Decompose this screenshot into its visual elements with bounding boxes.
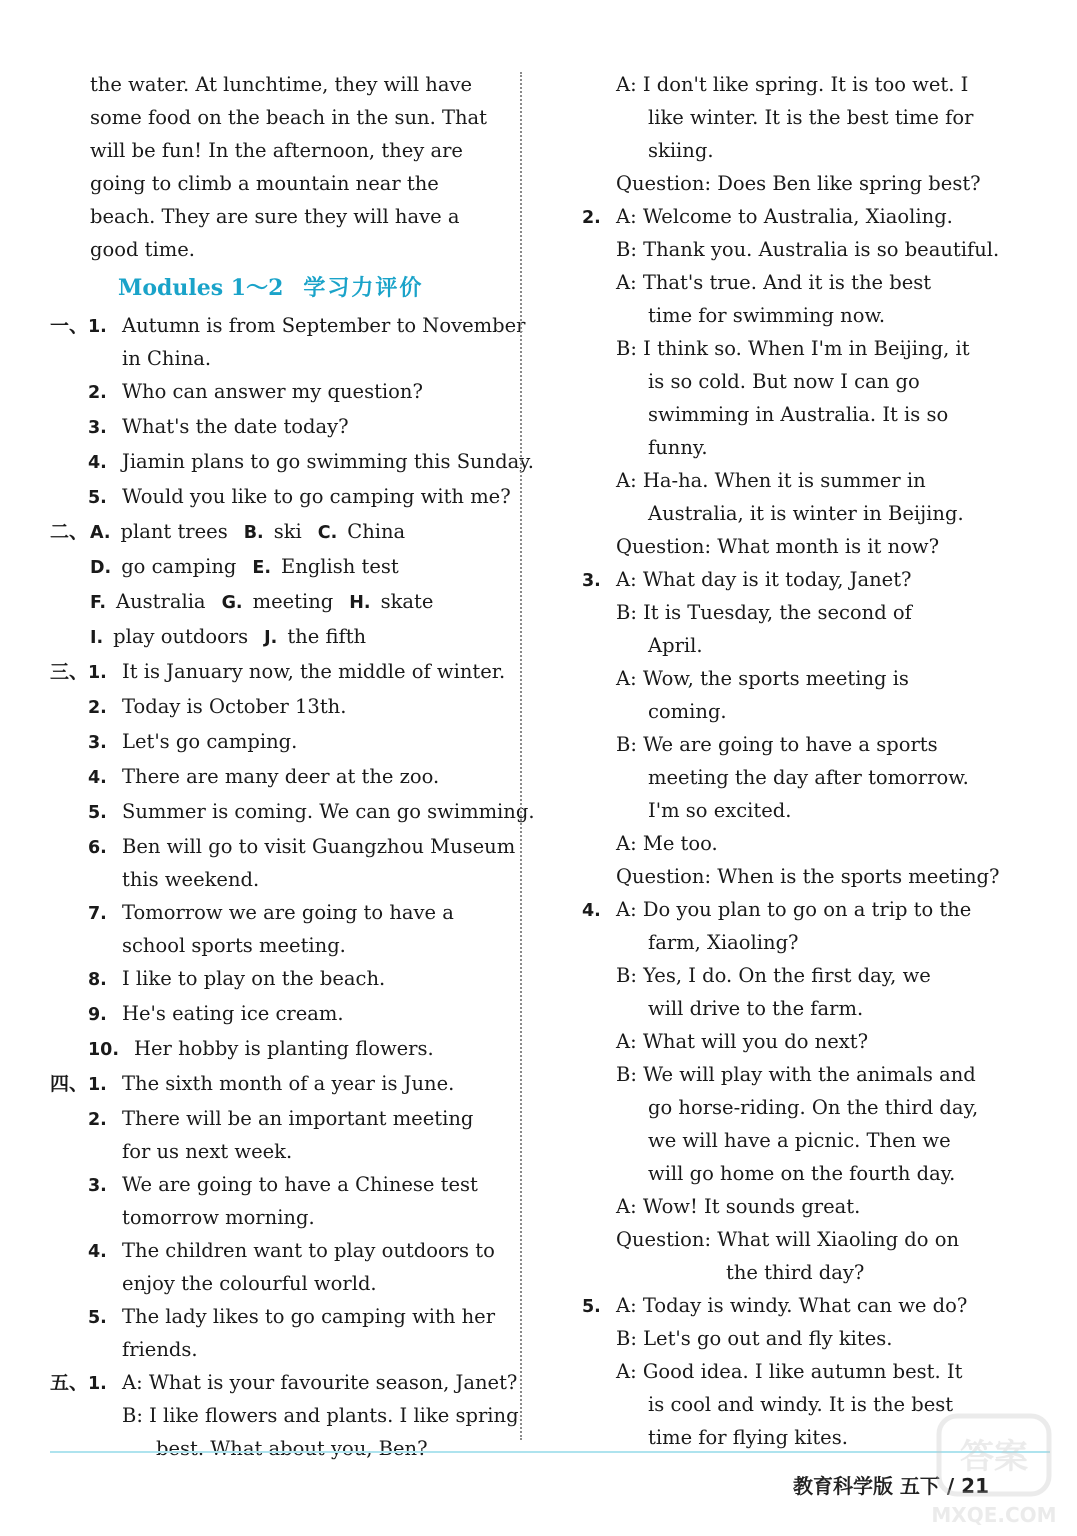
text-line: A: What is your favourite season, Janet?: [122, 1371, 518, 1394]
word-row: [50, 515, 502, 550]
item-label: [50, 1300, 122, 1366]
text-line: A: What will you do next?: [616, 1030, 869, 1053]
text-line: What's the date today?: [122, 415, 349, 438]
page-footer: 教育科学版 五下 / 21: [792, 1474, 989, 1498]
option-letter: C.: [317, 523, 338, 543]
section-mark: 一、: [50, 315, 89, 337]
option-word: the fifth: [287, 625, 367, 648]
text-line: Jiamin plans to go swimming this Sunday.: [122, 450, 534, 473]
item-text: [122, 1102, 502, 1168]
text-line: we will have a picnic. Then we: [648, 1129, 951, 1152]
dialogue-block: [582, 563, 1002, 893]
item-number: 10.: [88, 1040, 120, 1060]
text-line: April.: [648, 634, 703, 657]
text-line: A: Wow, the sports meeting is: [616, 667, 909, 690]
item-number: 3.: [88, 1176, 107, 1196]
item-number: 5.: [88, 488, 107, 508]
text-line: I like to play on the beach.: [122, 967, 386, 990]
right-column: [582, 68, 1002, 1454]
module-heading: [50, 268, 502, 309]
item-label: [50, 1067, 122, 1102]
dialogue-block: [582, 893, 1002, 1289]
text-line: B: It is Tuesday, the second of: [616, 601, 912, 624]
item-text: [122, 1234, 502, 1300]
text-line: Question: When is the sports meeting?: [616, 865, 1000, 888]
text-line: enjoy the colourful world.: [122, 1272, 377, 1295]
dialogue-text: [616, 200, 1002, 563]
item-text: [122, 1168, 502, 1234]
item-number: 6.: [88, 838, 107, 858]
dialogue-block: [582, 68, 1002, 200]
item-number: 7.: [88, 904, 107, 924]
text-line: B: Yes, I do. On the first day, we: [616, 964, 931, 987]
text-line: go horse-riding. On the third day,: [648, 1096, 979, 1119]
text-line: swimming in Australia. It is so: [648, 403, 949, 426]
answer-item: [50, 725, 502, 760]
text-line: Her hobby is planting flowers.: [134, 1037, 434, 1060]
item-number: 9.: [88, 1005, 107, 1025]
answer-item: [50, 1067, 502, 1102]
watermark-logo: [929, 1410, 1059, 1530]
text-line: A: Do you plan to go on a trip to the: [616, 898, 972, 921]
section: [50, 655, 535, 1067]
item-label: [50, 445, 122, 480]
text-line: B: Let's go out and fly kites.: [616, 1327, 893, 1350]
item-number: 2.: [582, 208, 601, 228]
item-number: 4.: [88, 1242, 107, 1262]
text-line: school sports meeting.: [122, 934, 346, 957]
item-label: [582, 563, 616, 893]
answer-item: [50, 896, 502, 962]
item-text: [122, 896, 502, 962]
word-options: [90, 515, 502, 550]
section-mark: 二、: [50, 521, 89, 543]
item-text: [122, 690, 502, 725]
item-label: [50, 962, 122, 997]
text-line: coming.: [648, 700, 727, 723]
word-option: [264, 625, 366, 648]
word-row: [50, 550, 502, 585]
text-line: beach. They are sure they will have a: [90, 205, 460, 228]
text-line: Would you like to go camping with me?: [122, 485, 511, 508]
item-label: [582, 68, 616, 200]
dialogue-text: [616, 893, 1002, 1289]
text-line: the third day?: [726, 1261, 865, 1284]
option-word: go camping: [121, 555, 237, 578]
text-line: A: I don't like spring. It is too wet. I: [616, 73, 969, 96]
heading-cn: 学习力评价: [303, 276, 424, 301]
answer-item: [50, 480, 511, 515]
text-line: in China.: [122, 347, 212, 370]
text-line: Who can answer my question?: [122, 380, 423, 403]
item-number: 5.: [88, 1308, 107, 1328]
item-label: [582, 200, 616, 563]
text-line: will drive to the farm.: [648, 997, 864, 1020]
text-line: The sixth month of a year is June.: [122, 1072, 455, 1095]
item-text: [122, 830, 515, 896]
text-line: will go home on the fourth day.: [648, 1162, 956, 1185]
word-row: [50, 585, 502, 620]
option-word: Australia: [116, 590, 206, 613]
text-line: Let's go camping.: [122, 730, 298, 753]
item-label: [50, 1032, 134, 1067]
item-text: [122, 760, 502, 795]
answer-item: [50, 309, 526, 375]
text-line: A: What day is it today, Janet?: [616, 568, 912, 591]
word-row: [50, 620, 502, 655]
text-line: will be fun! In the afternoon, they are: [90, 139, 463, 162]
answer-item: [50, 1300, 502, 1366]
item-label: [50, 410, 122, 445]
text-line: A: Good idea. I like autumn best. It: [616, 1360, 963, 1383]
text-line: best. What about you, Ben?: [156, 1437, 428, 1460]
answer-item: [50, 445, 534, 480]
item-label: [50, 997, 122, 1032]
text-line: There are many deer at the zoo.: [122, 765, 440, 788]
text-line: Question: Does Ben like spring best?: [616, 172, 981, 195]
item-text: [122, 962, 502, 997]
word-option: [349, 590, 433, 613]
left-column: [50, 68, 535, 1465]
item-number: 4.: [88, 768, 107, 788]
text-line: We are going to have a Chinese test: [122, 1173, 478, 1196]
item-label: [50, 620, 90, 655]
word-option: [90, 625, 248, 648]
dialogue-block: [582, 200, 1002, 563]
word-option: [318, 520, 405, 543]
text-line: A: Wow! It sounds great.: [616, 1195, 861, 1218]
option-word: meeting: [252, 590, 334, 613]
item-label: [582, 1289, 616, 1454]
item-text: [122, 309, 525, 375]
item-number: 1.: [88, 663, 107, 683]
option-letter: D.: [90, 558, 112, 578]
word-options: [90, 585, 502, 620]
text-line: Today is October 13th.: [122, 695, 347, 718]
option-letter: F.: [90, 593, 107, 613]
text-line: A: Ha-ha. When it is summer in: [616, 469, 926, 492]
text-line: He's eating ice cream.: [122, 1002, 344, 1025]
item-text: [122, 410, 502, 445]
text-line: is so cold. But now I can go: [648, 370, 920, 393]
text-line: funny.: [648, 436, 708, 459]
text-line: Question: What will Xiaoling do on: [616, 1228, 960, 1251]
text-line: B: We will play with the animals and: [616, 1063, 976, 1086]
word-option: [222, 590, 334, 613]
item-label: [50, 515, 90, 550]
item-label: [50, 795, 122, 830]
section: [50, 1067, 502, 1366]
answer-item: [50, 760, 502, 795]
item-label: [50, 725, 122, 760]
svg-text:MXQE.COM: MXQE.COM: [931, 1503, 1057, 1527]
section-mark: 五、: [50, 1372, 89, 1394]
answer-item: [50, 997, 502, 1032]
item-text: [122, 1067, 502, 1102]
text-line: meeting the day after tomorrow.: [648, 766, 969, 789]
item-label: [50, 1102, 122, 1168]
text-line: A: Me too.: [616, 832, 718, 855]
text-line: I'm so excited.: [648, 799, 792, 822]
text-line: skiing.: [648, 139, 714, 162]
item-number: 4.: [88, 453, 107, 473]
item-number: 2.: [88, 383, 107, 403]
item-number: 4.: [582, 901, 601, 921]
dialogue-text: [616, 68, 1002, 200]
section: [50, 309, 534, 515]
option-word: China: [347, 520, 406, 543]
item-number: 3.: [88, 418, 107, 438]
option-word: play outdoors: [113, 625, 249, 648]
text-line: Ben will go to visit Guangzhou Museum: [122, 835, 516, 858]
item-text: [122, 795, 535, 830]
item-label: [50, 550, 90, 585]
section-mark: 三、: [50, 661, 89, 683]
answer-item: [50, 1234, 502, 1300]
item-text: [122, 1300, 502, 1366]
text-line: for us next week.: [122, 1140, 293, 1163]
word-options: [90, 550, 502, 585]
item-label: [50, 480, 122, 515]
text-line: time for swimming now.: [648, 304, 886, 327]
text-line: Tomorrow we are going to have a: [122, 901, 454, 924]
footer-rule: [50, 1451, 1050, 1453]
option-letter: A.: [90, 523, 111, 543]
option-word: English test: [281, 555, 399, 578]
text-line: Summer is coming. We can go swimming.: [122, 800, 535, 823]
text-line: this weekend.: [122, 868, 260, 891]
text-line: is cool and windy. It is the best: [648, 1393, 954, 1416]
text-line: B: We are going to have a sports: [616, 733, 938, 756]
text-line: Autumn is from September to November: [122, 314, 526, 337]
text-line: The lady likes to go camping with her: [122, 1305, 496, 1328]
item-text: [122, 725, 502, 760]
item-number: 3.: [88, 733, 107, 753]
answer-item: [50, 1032, 502, 1067]
option-letter: I.: [90, 628, 104, 648]
item-number: 3.: [582, 571, 601, 591]
text-line: like winter. It is the best time for: [648, 106, 974, 129]
text-line: The children want to play outdoors to: [122, 1239, 495, 1262]
item-label: [50, 655, 122, 690]
item-text: [122, 480, 511, 515]
option-word: skate: [380, 590, 434, 613]
option-word: plant trees: [120, 520, 228, 543]
text-line: It is January now, the middle of winter.: [122, 660, 506, 683]
answer-item: [50, 690, 502, 725]
item-number: 8.: [88, 970, 107, 990]
item-label: [50, 896, 122, 962]
item-text: [122, 997, 502, 1032]
word-option: [90, 555, 236, 578]
text-line: some food on the beach in the sun. That: [90, 106, 487, 129]
item-label: [50, 830, 122, 896]
answer-item: [50, 410, 502, 445]
column-divider: [520, 72, 522, 1440]
item-label: [50, 585, 90, 620]
intro-paragraph: [50, 68, 502, 266]
dialogue-text: [616, 563, 1002, 893]
item-label: [50, 1168, 122, 1234]
text-line: tomorrow morning.: [122, 1206, 315, 1229]
option-letter: H.: [349, 593, 371, 613]
text-line: farm, Xiaoling?: [648, 931, 799, 954]
word-option: [90, 520, 228, 543]
word-options: [90, 620, 502, 655]
text-line: going to climb a mountain near the: [90, 172, 439, 195]
item-label: [50, 309, 122, 375]
item-number: 1.: [88, 1374, 107, 1394]
option-letter: G.: [221, 593, 243, 613]
text-line: Question: What month is it now?: [616, 535, 940, 558]
answer-item: [50, 962, 502, 997]
text-line: A: That's true. And it is the best: [616, 271, 932, 294]
word-option: [90, 590, 206, 613]
text-line: good time.: [90, 238, 195, 261]
text-line: There will be an important meeting: [122, 1107, 474, 1130]
text-line: B: I think so. When I'm in Beijing, it: [616, 337, 970, 360]
item-number: 2.: [88, 698, 107, 718]
item-label: [50, 760, 122, 795]
text-line: friends.: [122, 1338, 198, 1361]
item-label: [50, 375, 122, 410]
item-label: [50, 690, 122, 725]
item-text: [122, 655, 505, 690]
item-label: [582, 893, 616, 1289]
text-line: time for flying kites.: [648, 1426, 848, 1449]
item-text: [134, 1032, 502, 1067]
item-number: 5.: [582, 1297, 601, 1317]
heading-en: Modules 1～2: [118, 275, 284, 301]
text-line: A: Today is windy. What can we do?: [616, 1294, 968, 1317]
answer-item: [50, 1102, 502, 1168]
text-line: the water. At lunchtime, they will have: [90, 73, 473, 96]
text-line: Australia, it is winter in Beijing.: [648, 502, 964, 525]
option-word: ski: [273, 520, 302, 543]
word-option: [252, 555, 398, 578]
option-letter: E.: [252, 558, 272, 578]
answer-item: [50, 830, 516, 896]
section-mark: 四、: [50, 1073, 89, 1095]
text-line: B: Thank you. Australia is so beautiful.: [616, 238, 1000, 261]
answer-item: [50, 795, 535, 830]
word-option: [244, 520, 302, 543]
section: [50, 515, 502, 655]
item-label: [50, 1234, 122, 1300]
item-number: 1.: [88, 1075, 107, 1095]
svg-text:答案: 答案: [960, 1437, 1028, 1477]
item-number: 1.: [88, 317, 107, 337]
text-line: A: Welcome to Australia, Xiaoling.: [616, 205, 953, 228]
option-letter: J.: [264, 628, 278, 648]
option-letter: B.: [243, 523, 264, 543]
answer-item: [50, 655, 506, 690]
answer-item: [50, 1168, 502, 1234]
text-line: B: I like flowers and plants. I like spring: [122, 1404, 519, 1427]
item-text: [122, 375, 502, 410]
item-number: 5.: [88, 803, 107, 823]
answer-item: [50, 375, 502, 410]
item-text: [122, 445, 534, 480]
item-number: 2.: [88, 1110, 107, 1130]
